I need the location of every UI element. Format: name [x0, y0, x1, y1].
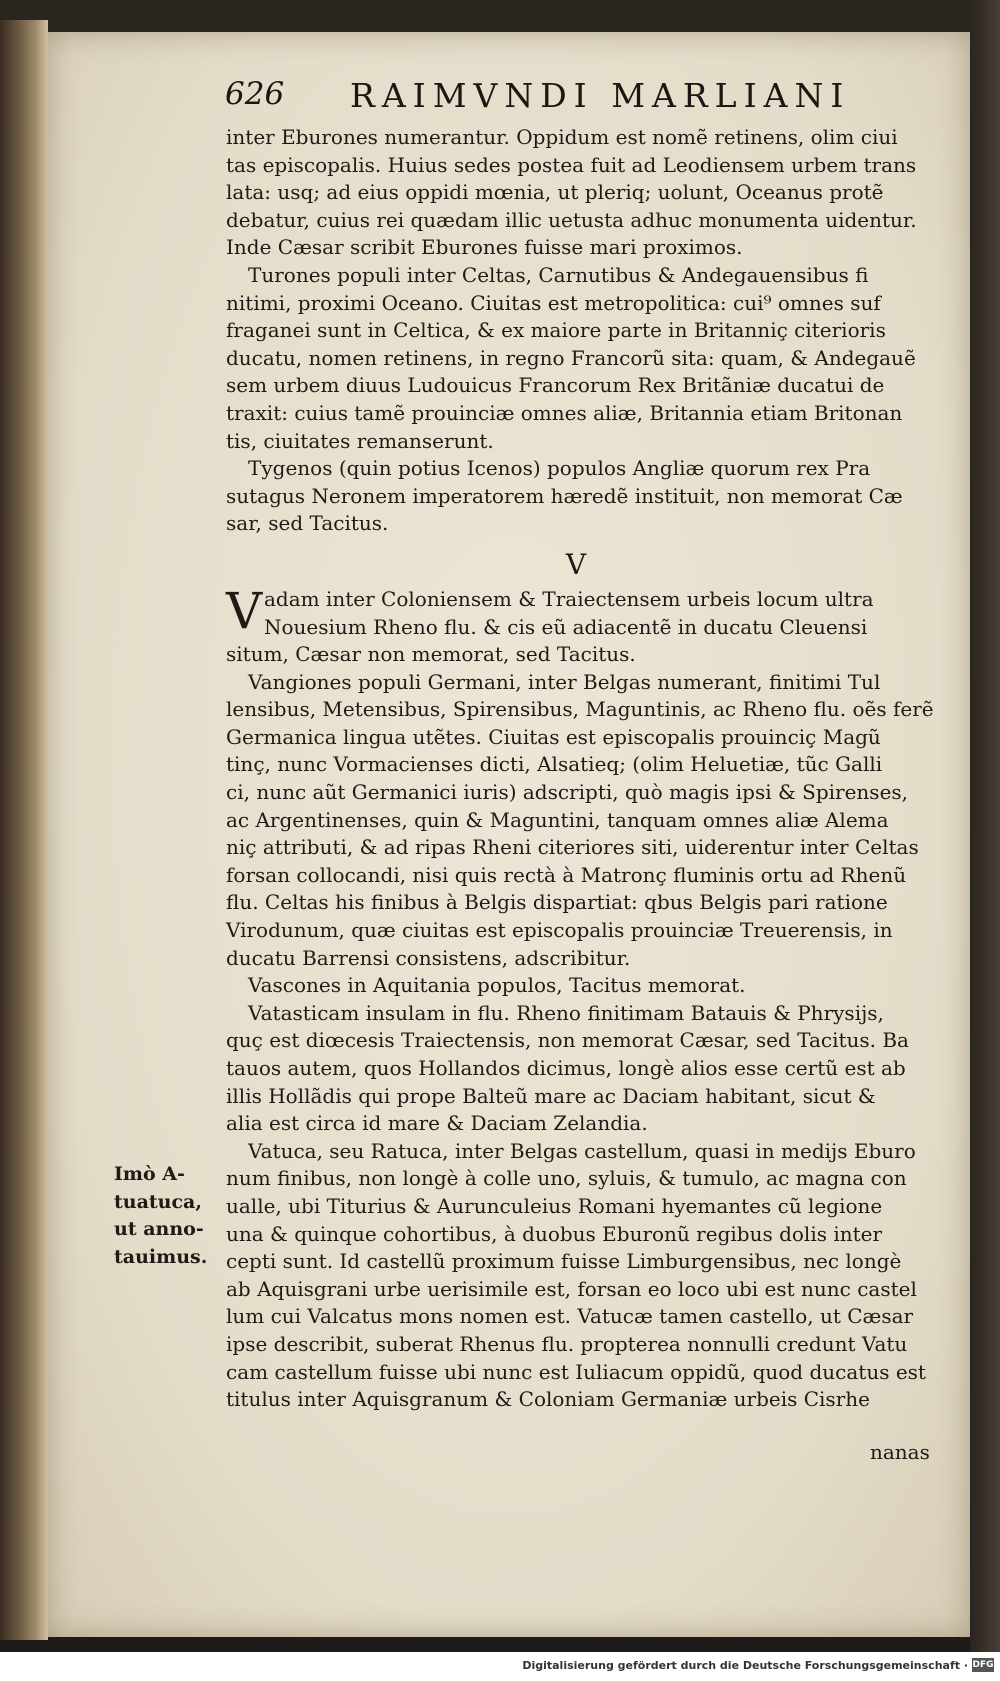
text-line — [226, 1276, 926, 1304]
text-line — [226, 1221, 926, 1249]
line-text: una & quinque cohortibus, à duobus Eburonũ regibus dolis inter — [226, 1221, 883, 1246]
text-line — [226, 483, 926, 511]
running-title: RAIMVNDI MARLIANI — [350, 76, 851, 115]
line-text: forsan collocandi, nisi quis rectà à Matronç fluminis ortu ad Rhenũ — [226, 862, 907, 887]
text-line — [226, 917, 926, 945]
funding-credit: Digitalisierung gefördert durch die Deutsche Forschungsgemeinschaft · — [522, 1659, 968, 1672]
line-text: sem urbem diuus Ludouicus Francorum Rex Britãniæ ducatui de — [226, 373, 885, 398]
marginal-note-line: Imò A- — [114, 1163, 185, 1185]
running-head — [225, 76, 925, 126]
line-text: nitimi, proximi Oceano. Ciuitas est metropolitica: cui⁹ omnes suf — [226, 290, 881, 315]
text-line — [226, 207, 926, 235]
text-line — [226, 724, 926, 752]
line-text: Germanica lingua utẽtes. Ciuitas est episcopalis prouinciç Magũ — [226, 724, 881, 749]
line-text: ducatu, nomen retinens, in regno Francorũ sita: quam, & Andegauẽ — [226, 345, 916, 370]
line-text: titulus inter Aquisgranum & Coloniam Germaniæ urbeis Cisrhe — [226, 1387, 870, 1412]
line-text: ac Argentinenses, quin & Maguntini, tanquam omnes aliæ Alema — [226, 807, 889, 832]
marginal-note-line: ut anno- — [114, 1218, 204, 1241]
text-line — [226, 807, 926, 835]
line-text: tas episcopalis. Huius sedes postea fuit ad Leodiensem urbem trans — [226, 152, 917, 177]
line-text: fraganei sunt in Celtica, & ex maiore parte in Britanniç citerioris — [226, 318, 886, 343]
footer-bar — [0, 1652, 1000, 1681]
main-text — [226, 124, 934, 1414]
line-text: illis Hollãdis qui prope Balteũ mare ac Daciam habitant, sicut & — [226, 1083, 876, 1108]
drop-cap: V — [226, 581, 263, 640]
section-paragraphs — [226, 581, 934, 1414]
line-text: inter Eburones numerantur. Oppidum est nomẽ retinens, olim ciui — [226, 125, 898, 149]
text-line — [226, 945, 926, 973]
catchword: nanas — [870, 1440, 930, 1464]
text-line — [226, 1303, 926, 1331]
text-line — [226, 345, 926, 373]
line-text: Virodunum, quæ ciuitas est episcopalis prouinciæ Treuerensis, in — [226, 918, 893, 943]
text-line — [226, 372, 926, 400]
line-text: Vatuca, seu Ratuca, inter Belgas castellum, quasi in medijs Eburo — [248, 1138, 916, 1163]
text-line — [226, 1248, 926, 1276]
line-text: traxit: cuius tamẽ prouinciæ omnes aliæ, Britannia etiam Britonan — [226, 400, 903, 425]
line-text: Turones populi inter Celtas, Carnutibus & Andegauensibus fi — [248, 262, 869, 287]
line-text: Vangiones populi Germani, inter Belgas numerant, finitimi Tul — [248, 669, 881, 694]
text-line — [226, 1331, 926, 1359]
line-text: ipse describit, suberat Rhenus flu. propterea nonnulli credunt Vatu — [226, 1331, 908, 1356]
line-text: tinç, nunc Vormacienses dicti, Alsatieq; (olim Heluetiæ, tũc Galli — [226, 752, 883, 777]
line-text: sar, sed Tacitus. — [226, 511, 389, 536]
text-line — [226, 1083, 926, 1111]
line-text: tauos autem, quos Hollandos dicimus, longè alios esse certũ est ab — [226, 1056, 906, 1080]
page-edge-right — [970, 0, 1000, 1652]
text-line — [226, 1386, 926, 1414]
text-line — [226, 234, 926, 262]
line-text: ualle, ubi Titurius & Aurunculeius Romani hyemantes cũ legione — [226, 1193, 883, 1218]
text-line — [226, 262, 926, 290]
line-text: lum cui Valcatus mons nomen est. Vatucæ tamen castello, ut Cæsar — [226, 1304, 914, 1329]
text-line — [226, 428, 926, 456]
text-line — [226, 696, 934, 724]
text-line — [226, 290, 926, 318]
line-text: Vatasticam insulam in flu. Rheno finitimam Batauis & Phrysijs, — [248, 1000, 884, 1025]
section-heading: V — [565, 547, 587, 581]
text-line — [226, 1055, 926, 1083]
line-text: Nouesium Rheno flu. & cis eũ adiacentẽ in ducatu Cleuensi — [264, 614, 868, 639]
line-text: cam castellum fuisse ubi nunc est Iuliacum oppidũ, quod ducatus est — [226, 1359, 926, 1384]
text-line — [226, 1165, 926, 1193]
text-line — [226, 614, 926, 642]
text-line — [226, 1193, 926, 1221]
text-line — [226, 317, 926, 345]
text-line — [226, 124, 926, 152]
line-text: ab Aquisgrani urbe uerisimile est, forsan eo loco ubi est nunc castel — [226, 1276, 917, 1301]
line-text: Tygenos (quin potius Icenos) populos Angliæ quorum rex Pra — [248, 456, 871, 481]
text-line — [226, 400, 926, 428]
page-edge-left — [0, 20, 48, 1640]
line-text: lata: usq; ad eius oppidi mœnia, ut pleriq; uolunt, Oceanus protẽ — [226, 180, 884, 205]
marginal-note-line: tuatuca, — [114, 1190, 202, 1213]
marginal-note-line: tauimus. — [114, 1245, 208, 1268]
page-number: 626 — [225, 76, 285, 112]
body-paragraphs — [226, 124, 926, 538]
line-text: adam inter Coloniensem & Traiectensem urbeis locum ultra — [264, 586, 874, 611]
dfg-logo: DFG — [972, 1660, 994, 1670]
text-line — [226, 889, 926, 917]
line-text: Inde Cæsar scribit Eburones fuisse mari proximos. — [226, 235, 743, 260]
text-line — [226, 641, 926, 669]
marginal-note — [114, 1161, 224, 1271]
line-text: debatur, cuius rei quædam illic uetusta adhuc monumenta uidentur. — [226, 207, 917, 232]
text-line — [226, 152, 926, 180]
text-line — [226, 1000, 926, 1028]
line-text: num finibus, non longè à colle uno, syluis, & tumulo, ac magna con — [226, 1166, 907, 1191]
line-text: alia est circa id mare & Daciam Zelandia. — [226, 1111, 648, 1136]
line-text: lensibus, Metensibus, Spirensibus, Maguntinis, ac Rheno flu. oẽs ferẽ — [226, 697, 934, 722]
text-line — [226, 779, 926, 807]
text-line — [226, 1027, 926, 1055]
line-text: niç attributi, & ad ripas Rheni citeriores siti, uiderentur inter Celtas — [226, 835, 919, 860]
text-line — [226, 669, 926, 697]
text-line — [226, 1110, 926, 1138]
text-line — [226, 1359, 926, 1387]
text-line — [226, 972, 926, 1000]
line-text: quç est diœcesis Traiectensis, non memorat Cæsar, sed Tacitus. Ba — [226, 1028, 909, 1053]
line-text: Vascones in Aquitania populos, Tacitus memorat. — [248, 973, 746, 998]
text-line — [226, 862, 926, 890]
line-text: cepti sunt. Id castellũ proximum fuisse Limburgensibus, nec longè — [226, 1249, 902, 1274]
line-text: situm, Cæsar non memorat, sed Tacitus. — [226, 642, 636, 667]
line-text: tis, ciuitates remanserunt. — [226, 428, 494, 453]
text-line — [226, 1138, 926, 1166]
line-text: flu. Celtas his finibus à Belgis dispartiat: qbus Belgis pari ratione — [226, 890, 888, 915]
text-line — [226, 834, 926, 862]
line-text: sutagus Neronem imperatorem hæredẽ instituit, non memorat Cæ — [226, 483, 903, 508]
text-line — [226, 455, 926, 483]
line-text: ducatu Barrensi consistens, adscribitur. — [226, 945, 631, 970]
text-line — [226, 510, 926, 538]
text-line — [226, 751, 926, 779]
text-line — [226, 179, 926, 207]
line-text: ci, nunc aũt Germanici iuris) adscripti, quò magis ipsi & Spirenses, — [226, 780, 909, 805]
